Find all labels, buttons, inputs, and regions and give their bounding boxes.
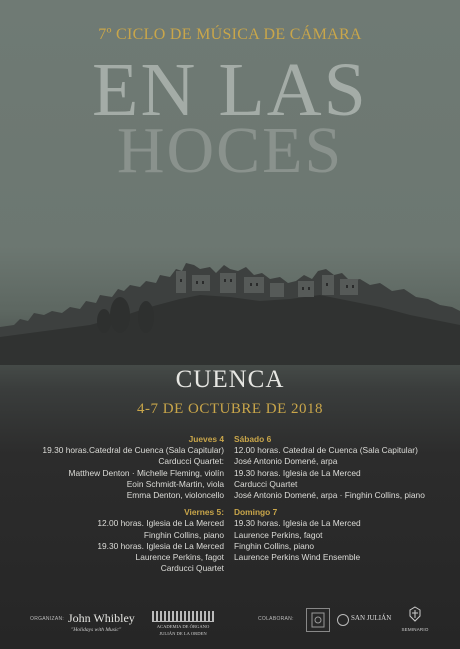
organizan-label: ORGANIZAN: (30, 616, 65, 622)
cuenca-skyline-image (0, 255, 460, 365)
schedule-line: Carducci Quartet: (158, 456, 224, 467)
schedule-line: Laurence Perkins, fagot (135, 552, 224, 563)
schedule-line: Matthew Denton · Michelle Fleming, violín (68, 467, 224, 478)
academia-line-2: JULIÁN DE LA ORDEN (159, 631, 207, 637)
seminario-logo (400, 606, 430, 632)
day-heading: Domingo 7 (234, 507, 278, 518)
academia-line-1: ACADEMIA DE ÓRGANO (156, 624, 210, 629)
san-julian-logo: SAN JULIÁN (351, 614, 392, 622)
day-heading: Sábado 6 (234, 434, 272, 444)
schedule-line: 19.30 horas.Catedral de Cuenca (Sala Capitular) (42, 445, 224, 456)
schedule-line: Finghin Collins, piano (234, 540, 315, 551)
schedule-line: Emma Denton, violoncello (126, 490, 224, 501)
organ-pipes-icon (152, 611, 214, 622)
day-heading: Viernes 5: (184, 507, 224, 518)
schedule-right-column (234, 434, 425, 563)
schedule-line: 19.30 horas. Iglesia de La Merced (234, 467, 361, 478)
schedule-line: 12.00 horas. Catedral de Cuenca (Sala Capitular) (234, 445, 418, 456)
city-name: CUENCA (175, 366, 285, 393)
colaboran-label: COLABORAN: (258, 616, 294, 622)
john-whibley-tagline: "Holidays with Music" (71, 627, 122, 633)
title-line-1: EN LAS (92, 48, 368, 132)
crest-logo-icon (306, 608, 330, 632)
seminario-label: SEMINARIO (401, 627, 429, 632)
schedule-line: Laurence Perkins, fagot (234, 529, 323, 540)
schedule-left-column (42, 434, 224, 574)
schedule-line: Finghin Collins, piano (143, 529, 224, 540)
schedule-line: José Antonio Domené, arpa (234, 456, 338, 467)
day-heading: Jueves 4 (188, 434, 224, 444)
title-line-2: HOCES (116, 114, 344, 187)
schedule-line: Carducci Quartet (160, 563, 224, 574)
schedule-line: 19.30 horas. Iglesia de La Merced (97, 540, 224, 551)
schedule-line: José Antonio Domené, arpa · Finghin Collins, piano (234, 490, 425, 501)
academia-organo-logo (152, 611, 214, 636)
schedule-line: 12.00 horas. Iglesia de La Merced (97, 518, 224, 529)
schedule-line: Eoin Schmidt-Martin, viola (126, 478, 224, 489)
schedule-line: Carducci Quartet (234, 478, 298, 489)
san-julian-emblem-icon (337, 614, 349, 626)
john-whibley-logo: John Whibley (68, 611, 135, 625)
schedule-line: Laurence Perkins Wind Ensemble (234, 552, 361, 563)
cycle-title: 7º CICLO DE MÚSICA DE CÁMARA (98, 26, 362, 43)
seminario-crest-icon (408, 606, 422, 622)
schedule-line: 19.30 horas. Iglesia de La Merced (234, 518, 361, 529)
festival-dates: 4-7 DE OCTUBRE DE 2018 (137, 401, 323, 417)
